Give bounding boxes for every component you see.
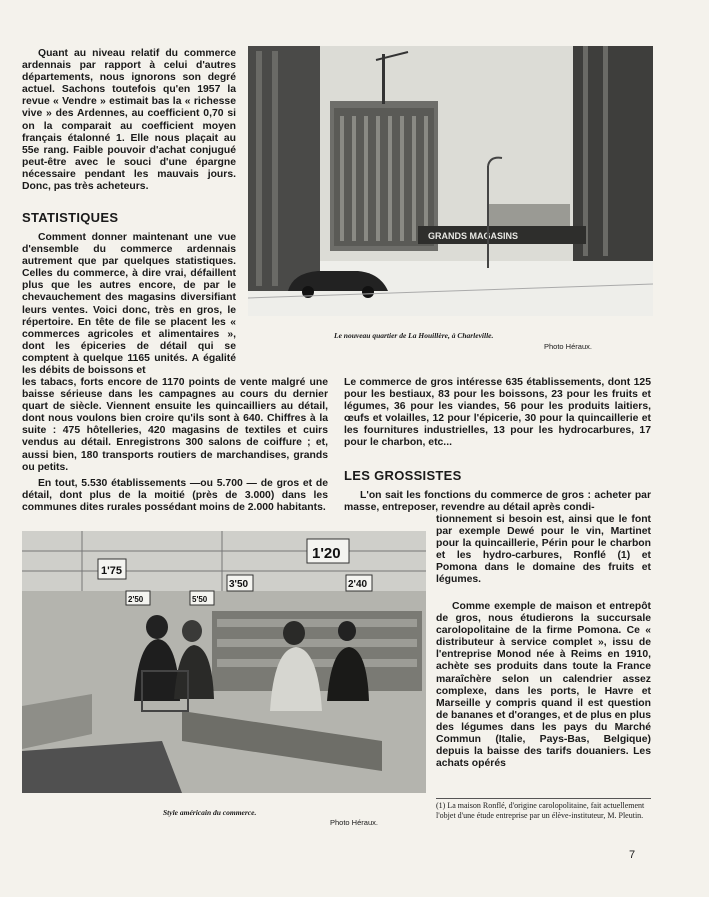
statistiques-paragraph: Comment donner maintenant une vue d'ensemble du commerce ardennais autrement que par quelques statistiques. Celles du commerce, à dire vrai, défaillent plus que les autres encore, de par le chevauchement des magasins diversifiant leurs ventes. Voici donc, très en gros, le répertoire. En tête de file se placent les « commerces agricoles et alimentaires », dont les épiceries de détail qui se comptent à quelque 1165 unités. A égalité les débits de boissons et (22, 232, 236, 377)
pomona-paragraph: Comme exemple de maison et entrepôt de gros, nous étudierons la succursale carolopolitaine de la firme Pomona. Ce « distributeur à service complet », issu de l'entreprise Monod née à Reims en 1910, achète ses produits dans toute la France maraîchère selon un calendrier assez complexe, dans les ports, le Havre et Marseille y compris quand il est question de bananes et d'oranges, et de plus en plus des légumes dans les pays du Marché Commun (Italie, Pays-Bas, Belgique) depuis la baisse des tarifs douaniers. Les achats opérés (436, 601, 651, 770)
grossistes-paragraph: L'on sait les fonctions du commerce de gros : acheter par masse, entreposer, revendre au détail après condi- (344, 490, 651, 514)
footnote: (1) La maison Ronflé, d'origine carolopolitaine, fait actuellement l'objet d'une étude entreprise par un élève-instituteur, M. Pleutin. (436, 801, 645, 820)
price-tag: 2'50 (128, 595, 144, 604)
price-tag: 1'75 (101, 565, 122, 577)
price-tag: 3'50 (229, 579, 249, 590)
statistiques-paragraph-continued: les tabacs, forts encore de 1170 points de vente malgré une baisse sérieuse dans les campagnes au cours du dernier quart de siècle. Viennent ensuite les quincailliers au détail, dont nous voulons bien croire qu'ils sont à 640. Chiffres à la suite : 475 hôtelleries, 420 magasins de textiles et cuirs vendus au détail. Enregistrons 300 salons de coiffure ; et, aussi bien, 180 transports routiers de marchandises, grands ou petits. (22, 377, 328, 473)
store-sign: GRANDS MAGASINS (428, 231, 519, 241)
footnote-rule (436, 798, 651, 799)
statistiques-heading: STATISTIQUES (22, 210, 119, 225)
price-tag: 1'20 (312, 545, 341, 562)
statistiques-total-paragraph: En tout, 5.530 établissements —ou 5.700 — de gros et de détail, dont plus de la moitié (près de 3.000) dans les communes dites rurales possédant moins de 2.000 habitants. (22, 478, 328, 514)
houillere-photo-illustration (248, 46, 653, 316)
price-tag: 2'40 (348, 579, 368, 590)
photo-supermarket (22, 531, 426, 793)
grossistes-paragraph-continued: tionnement si besoin est, ainsi que le font par exemple Dewé pour le vin, Martinet pour la quincaillerie, Périn pour le charbon et les hydro-carbures, Ronflé (1) et Pomona dans le domaine des fruits et légumes. (436, 514, 651, 586)
page-number: 7 (629, 849, 636, 861)
intro-paragraph: Quant au niveau relatif du commerce ardennais par rapport à celui d'autres départements, nous ignorons son degré actuel. Sachons toutefois qu'en 1957 la revue « Vendre » estimait bas la « richesse vive » des Ardennes, au coefficient 0,70 si on la comparait au coefficient moyen français étalonné 1. Elle nous plaçait au 55e rang. Faible pouvoir d'achat conjugué peut-être avec le souci d'une épargne nécessaire pendant les mauvais jours. Donc, pas très acheteurs. (22, 48, 236, 193)
photo-bottom-credit: Photo Héraux. (330, 818, 378, 827)
gros-paragraph: Le commerce de gros intéresse 635 établissements, dont 125 pour les bestiaux, 83 pour les boissons, 23 pour les fruits et légumes, 36 pour les viandes, 56 pour les produits laitiers, œufs et volailles, 12 pour l'épicerie, 30 pour la quincaillerie et les fournitures industrielles, 13 pour les hydrocarbures, 17 pour le charbon, etc... (344, 377, 651, 449)
photo-top-credit: Photo Héraux. (544, 342, 592, 351)
photo-bottom-caption: Style américain du commerce. (163, 808, 257, 817)
supermarket-photo-illustration (22, 531, 426, 793)
grossistes-heading: LES GROSSISTES (344, 468, 462, 483)
photo-top-caption: Le nouveau quartier de La Houillère, à Charleville. (334, 331, 494, 340)
price-tag: 5'50 (192, 595, 208, 604)
photo-houillere (248, 46, 653, 316)
